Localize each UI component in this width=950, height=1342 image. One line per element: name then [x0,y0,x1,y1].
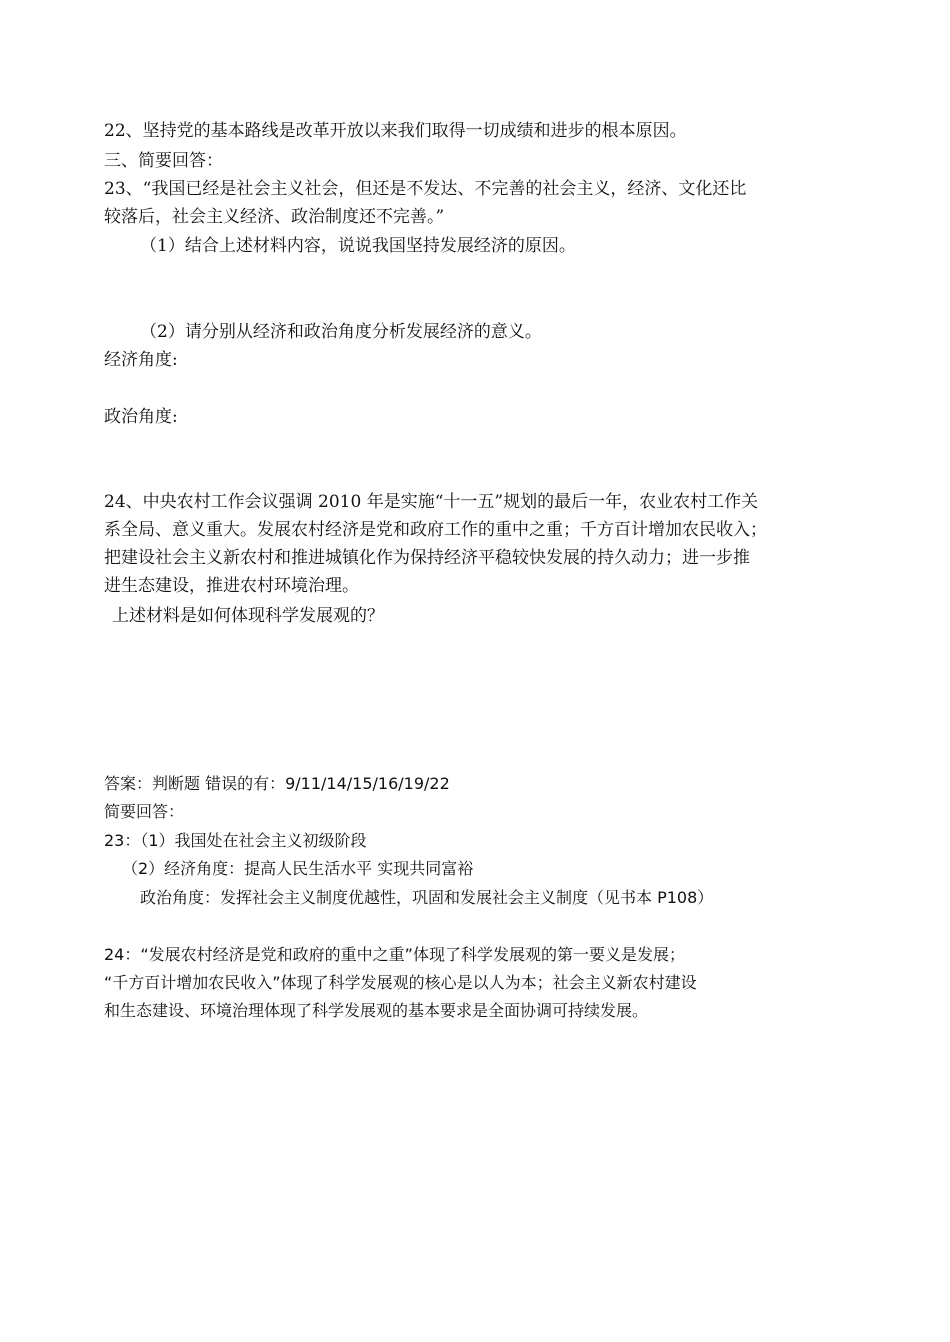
answer-short-heading: 简要回答： [104,802,185,821]
question-22: 22、坚持党的基本路线是改革开放以来我们取得一切成绩和进步的根本原因。 [104,121,687,141]
question-24-line-4: 进生态建设，推进农村环境治理。 [104,576,359,596]
answer-24-line-1: 24：“发展农村经济是党和政府的重中之重”体现了科学发展观的第一要义是发展； [104,945,685,964]
question-24-line-2: 系全局、意义重大。发展农村经济是党和政府工作的重中之重；千方百计增加农民收入； [104,520,767,540]
question-24-prompt: 上述材料是如何体现科学发展观的？ [112,606,384,626]
question-23-line-1: 23、“我国已经是社会主义社会，但还是不发达、不完善的社会主义，经济、文化还比 [104,179,747,199]
political-angle-label: 政治角度: [104,407,178,427]
answer-23-part-3: 政治角度：发挥社会主义制度优越性，巩固和发展社会主义制度（见书本 P108） [140,888,714,907]
answer-judgement: 答案：判断题 错误的有：9/11/14/15/16/19/22 [104,774,450,793]
question-24-line-3: 把建设社会主义新农村和推进城镇化作为保持经济平稳较快发展的持久动力；进一步推 [104,548,750,568]
question-23-sub-1: （1）结合上述材料内容，说说我国坚持发展经济的原因。 [140,236,576,256]
economic-angle-label: 经济角度: [104,350,178,370]
answer-24-line-3: 和生态建设、环境治理体现了科学发展观的基本要求是全面协调可持续发展。 [104,1001,649,1020]
answer-23-part-1: 23：（1）我国处在社会主义初级阶段 [104,831,367,850]
question-23-line-2: 较落后，社会主义经济、政治制度还不完善。” [104,207,445,227]
question-24-line-1: 24、中央农村工作会议强调 2010 年是实施“十一五”规划的最后一年，农业农村工作关 [104,492,759,512]
answer-23-part-2: （2）经济角度：提高人民生活水平 实现共同富裕 [122,859,474,878]
section-heading-short-answer: 三、简要回答： [104,151,223,171]
question-23-sub-2: （2）请分别从经济和政治角度分析发展经济的意义。 [140,322,542,342]
answer-24-line-2: “千方百计增加农民收入”体现了科学发展观的核心是以人为本；社会主义新农村建设 [104,973,697,992]
